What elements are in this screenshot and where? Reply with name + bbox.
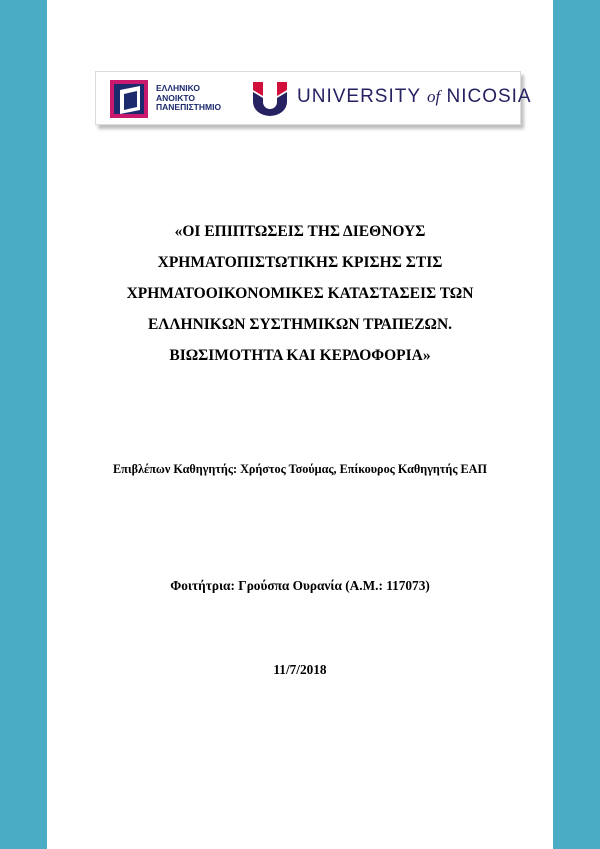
thesis-title (47, 216, 553, 371)
title-line-2: ΧΡΗΜΑΤΟΠΙΣΤΩΤΙΚΗΣ ΚΡΙΣΗΣ ΣΤΙΣ (157, 254, 443, 271)
title-line-3: ΧΡΗΜΑΤΟΟΙΚΟΝΟΜΙΚΕΣ ΚΑΤΑΣΤΑΣΕΙΣ ΤΩΝ (126, 285, 474, 302)
eap-logo-icon (110, 80, 148, 118)
unic-logo-word2: of (426, 87, 441, 106)
unic-logo-icon (253, 82, 287, 116)
supervisor-line: Επιβλέπων Καθηγητής: Χρήστος Τσούμας, Επίκουρος Καθηγητής ΕΑΠ (113, 462, 487, 476)
logos-banner (95, 71, 532, 125)
title-line-1: «ΟΙ ΕΠΙΠΤΩΣΕΙΣ ΤΗΣ ΔΙΕΘΝΟΥΣ (174, 223, 426, 240)
title-line-5: ΒΙΩΣΙΜΟΤΗΤΑ ΚΑΙ ΚΕΡΔΟΦΟΡΙΑ» (169, 347, 431, 364)
student-line: Φοιτήτρια: Γρούσπα Ουρανία (Α.Μ.: 117073) (170, 578, 430, 593)
cover-page (47, 0, 553, 849)
left-frame-band (0, 0, 47, 849)
eap-logo-line2: ΑΝΟΙΚΤΟ (156, 92, 196, 103)
title-line-4: ΕΛΛΗΝΙΚΩΝ ΣΥΣΤΗΜΙΚΩΝ ΤΡΑΠΕΖΩΝ. (147, 316, 453, 333)
unic-logo-word1: UNIVERSITY (297, 86, 421, 107)
eap-logo-line1: ΕΛΛΗΝΙΚΟ (156, 83, 201, 93)
unic-logo-text (297, 86, 532, 108)
eap-logo-line3: ΠΑΝΕΠΙΣΤΗΜΙΟ (156, 102, 222, 112)
date-line: 11/7/2018 (273, 662, 327, 677)
eap-logo-text (156, 84, 221, 113)
unic-logo-word3: NICOSIA (446, 86, 532, 107)
right-frame-band (553, 0, 600, 849)
